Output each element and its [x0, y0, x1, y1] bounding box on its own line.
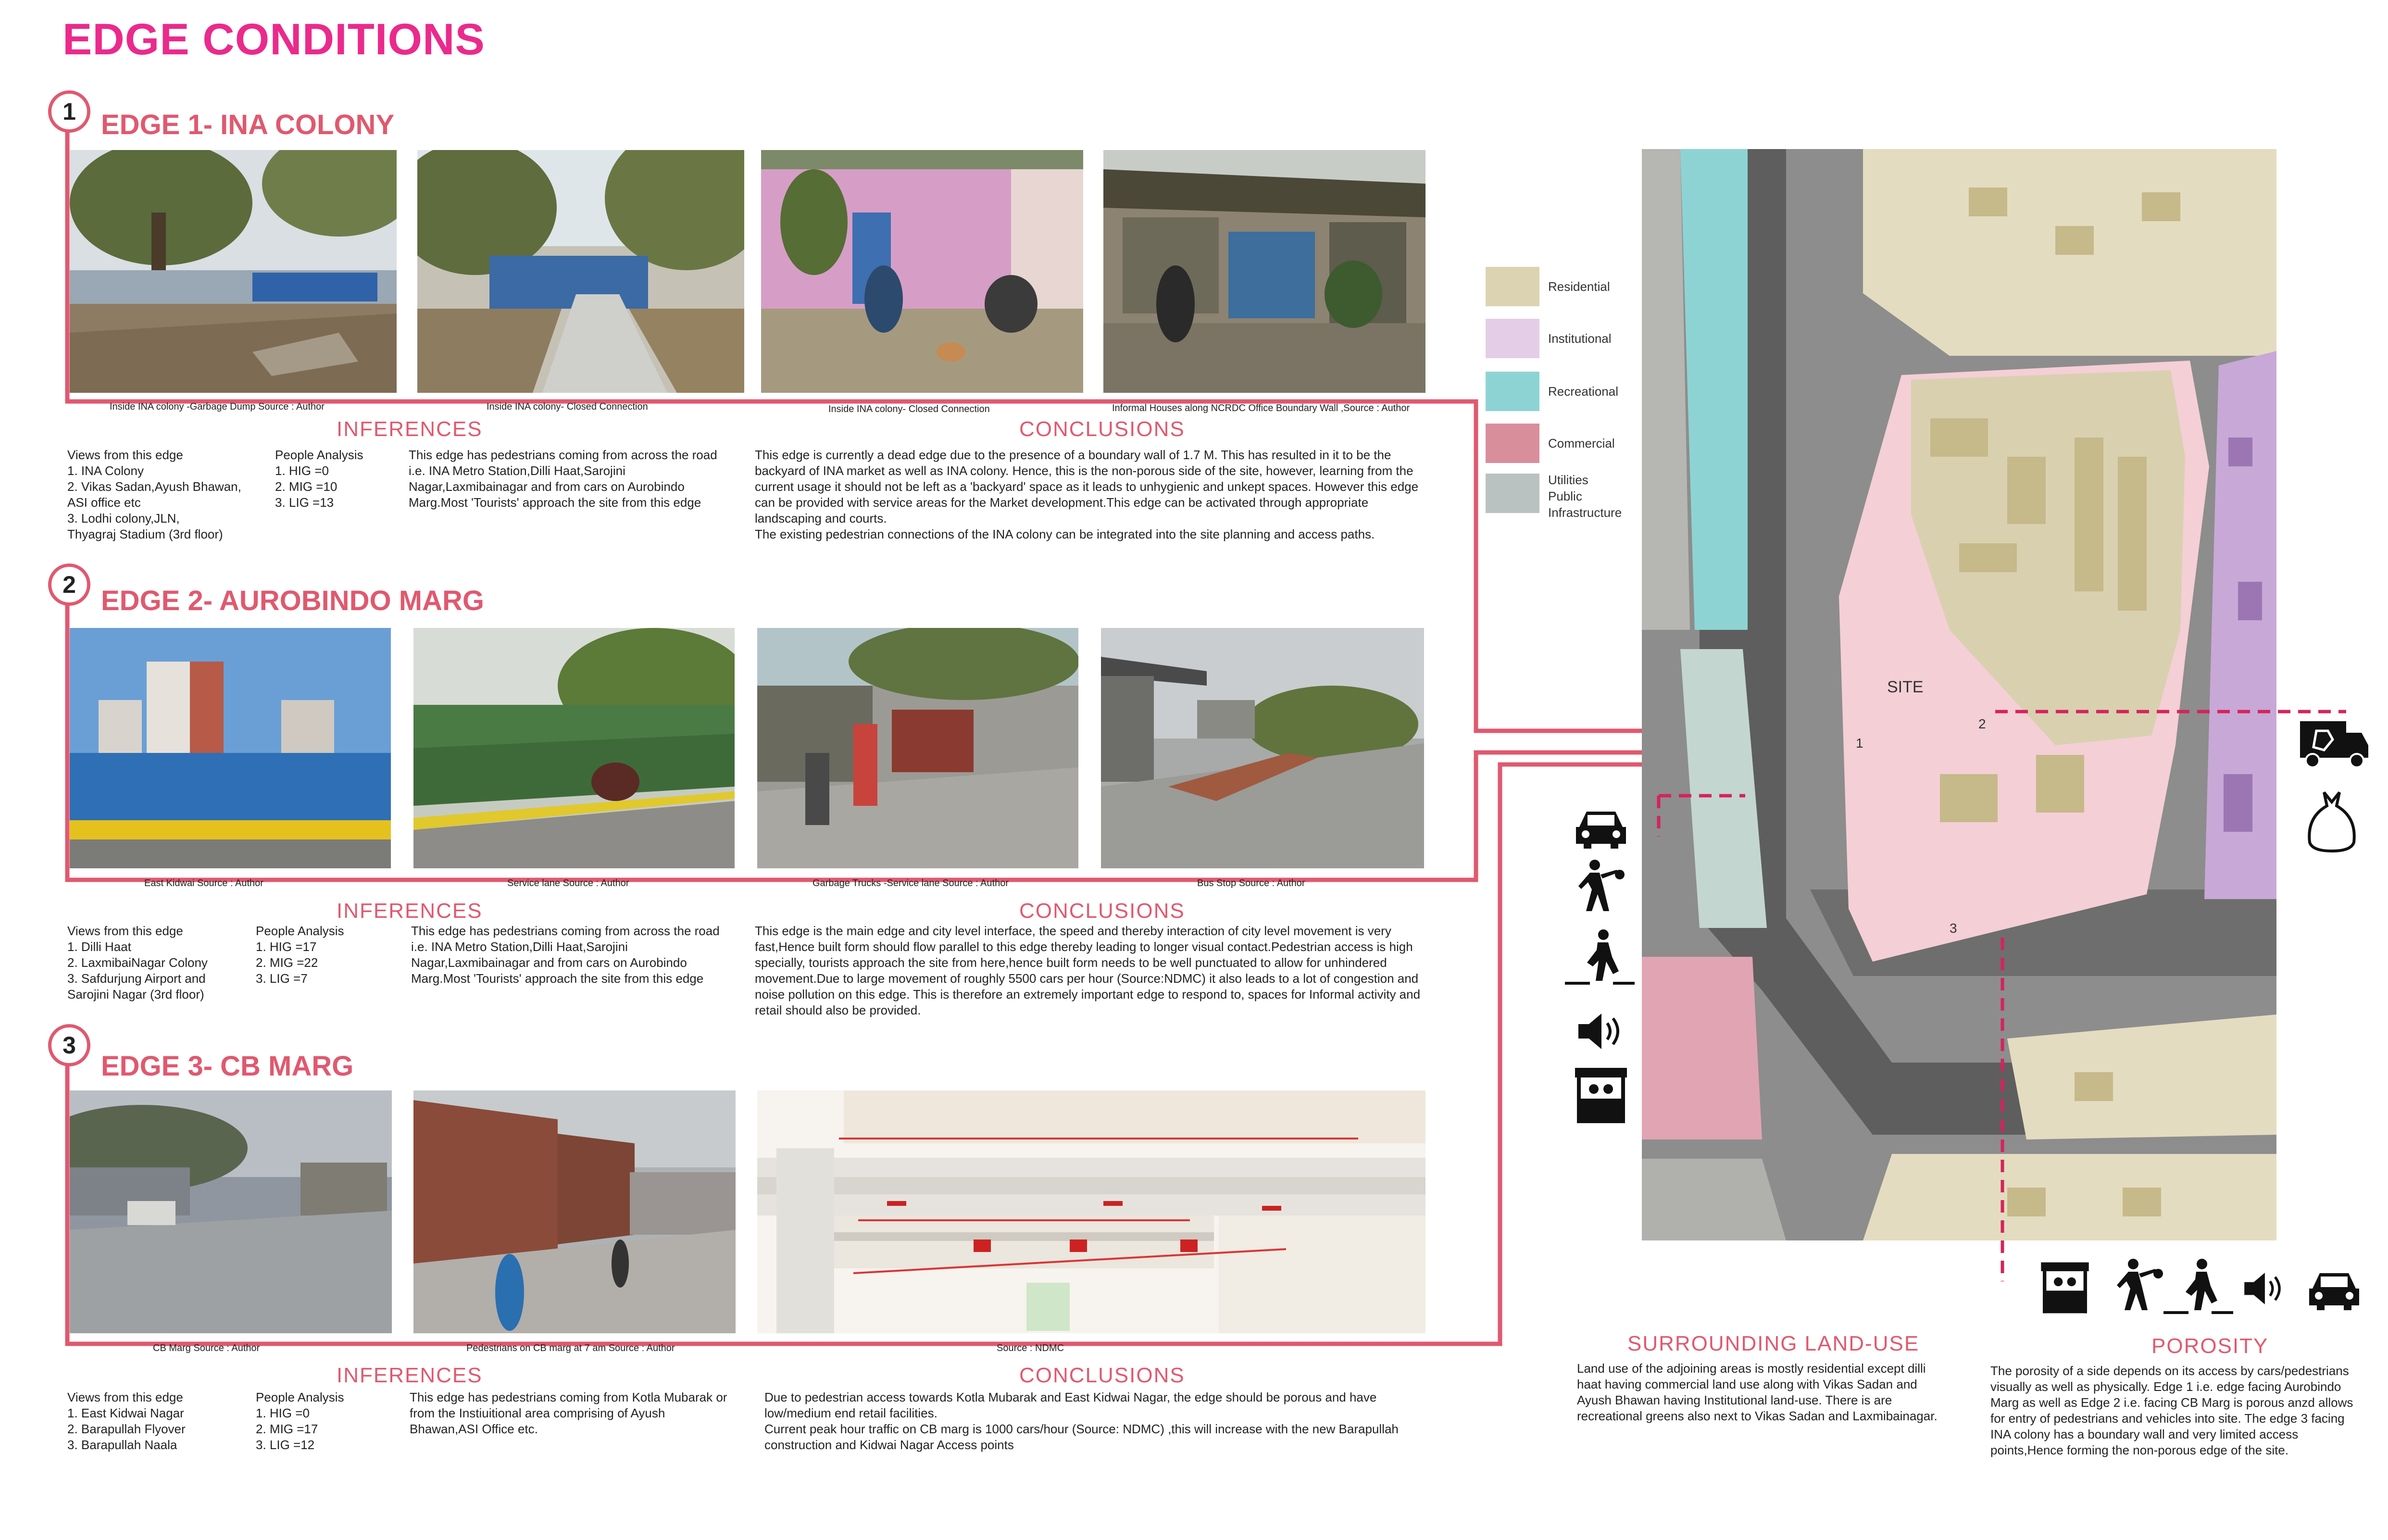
vendor-stall-icon: [2036, 1260, 2094, 1315]
edge-2-caption-1: East Kidwai Source : Author: [144, 878, 263, 889]
edge-2-caption-3: Garbage Trucks -Service lane Source : Author: [813, 878, 1009, 889]
edge-1-caption-1: Inside INA colony -Garbage Dump Source : Author: [110, 401, 325, 412]
edge-2-people-analysis: People Analysis 1. HIG =17 2. MIG =22 3. LIG =7: [256, 924, 344, 986]
edge-1-conclusions-heading: CONCLUSIONS: [1019, 417, 1185, 441]
edge-1-inferences-heading: INFERENCES: [337, 417, 483, 441]
car-icon: [1572, 803, 1630, 851]
vendor-stall-icon: [1572, 1065, 1630, 1125]
edge-2-caption-2: Service lane Source : Author: [507, 878, 629, 889]
garbage-bag-icon: [2303, 789, 2361, 853]
pedestrian-with-bag-icon: [1575, 858, 1627, 914]
pedestrian-crossing-icon: [2163, 1257, 2233, 1317]
edge-1-title: EDGE 1- INA COLONY: [101, 109, 395, 140]
edge-3-views-list: Views from this edge 1. East Kidwai Nagar 2. Barapullah Flyover 3. Barapullah Naala: [67, 1390, 186, 1452]
edge-3-number: 3: [48, 1024, 90, 1066]
pedestrian-with-bag-icon: [2113, 1257, 2166, 1313]
edge-3-caption-2: Pedestrians on CB marg at 7 am Source : Author: [466, 1343, 675, 1353]
garbage-truck-icon: [2298, 716, 2370, 769]
surrounding-land-use-text: Land use of the adjoining areas is mostly residential except dilli haat having commercial land use along with Vikas Sadan and Ayush Bhawan having Institutional land-use. There is are recreational greens also next to Vikas Sadan and Laxmibainagar.: [1577, 1361, 1938, 1423]
edge-2-conclusions-heading: CONCLUSIONS: [1019, 899, 1185, 923]
edge-3-caption-1: CB Marg Source : Author: [153, 1343, 260, 1353]
edge-1-number: 1: [48, 90, 90, 133]
pedestrian-crossing-icon: [1565, 928, 1635, 988]
edge-3-inferences-heading: INFERENCES: [337, 1364, 483, 1387]
surrounding-land-use-heading: SURROUNDING LAND-USE: [1627, 1332, 1920, 1355]
car-icon: [2305, 1265, 2363, 1313]
edge-2-caption-4: Bus Stop Source : Author: [1197, 878, 1305, 889]
porosity-heading: POROSITY: [2151, 1334, 2269, 1358]
edge-2-views-list: Views from this edge 1. Dilli Haat 2. LaxmibaiNagar Colony 3. Safdurjung Airport and Sarojini Nagar (3rd floor): [67, 924, 208, 1002]
noise-speaker-icon: [2240, 1269, 2288, 1308]
edge-2-inference-text: This edge has pedestrians coming from across the road i.e. INA Metro Station,Dilli Haat,Sarojini Nagar,Laxmibainagar and from cars on Aurobindo Marg.Most 'Tourists' approach the site from this edge: [411, 924, 720, 986]
porosity-text: The porosity of a side depends on its access by cars/pedestrians visually as well as physically. Edge 1 i.e. edge facing Aurobindo Marg as well as Edge 2 i.e. facing CB Marg is porous anzd allows for entry of pedestrians and vehicles into site. The edge 3 facing INA colony has a boundary wall and very limited access points,Hence forming the non-porous edge of the site.: [1990, 1364, 2353, 1457]
legend-label: Utilities Public Infrastructure: [1548, 473, 1622, 520]
edge-2-conclusions-text: This edge is the main edge and city level interface, the speed and thereby interaction of city level movement is very fast,Hence built form should flow parallel to this edge thereby leading to longer visual contact.Pedestrian access is high specially, tourists approach the site from here,hence built form needs to be well punctuated to allow for unhindered movement.Due to large movement of roughly 5500 cars per hour (Source:NDMC) it also leads to a lot of congestion and noise pollution on this edge. This is therefore an extremely important edge to respond to, spaces for Informal activity and retail should also be provided.: [755, 924, 1421, 1017]
edge-2-number: 2: [48, 563, 90, 606]
edge-1-inference-text: This edge has pedestrians coming from across the road i.e. INA Metro Station,Dilli Haat,Sarojini Nagar,Laxmibainagar and from cars on Aurobindo Marg.Most 'Tourists' approach the site from this edge: [409, 448, 717, 510]
legend-label: Commercial: [1548, 436, 1615, 451]
noise-speaker-icon: [1575, 1010, 1627, 1053]
edge-3-inference-text: This edge has pedestrians coming from Kotla Mubarak or from the Instiuitional area comprising of Ayush Bhawan,ASI Office etc.: [410, 1390, 727, 1436]
edge-3-title: EDGE 3- CB MARG: [101, 1051, 354, 1082]
legend-label: Institutional: [1548, 331, 1612, 346]
edge-2-inferences-heading: INFERENCES: [337, 899, 483, 923]
site-label: SITE: [1887, 678, 1924, 696]
edge-3-conclusions-heading: CONCLUSIONS: [1019, 1364, 1185, 1387]
legend-label: Recreational: [1548, 384, 1618, 399]
edge-1-caption-3: Inside INA colony- Closed Connection: [828, 404, 990, 414]
edge-3-caption-3: Source : NDMC: [997, 1343, 1064, 1353]
marker-1: 1: [1856, 736, 1863, 751]
edge-3-people-analysis: People Analysis 1. HIG =0 2. MIG =17 3. LIG =12: [256, 1390, 344, 1452]
edge-1-caption-2: Inside INA colony- Closed Connection: [487, 401, 648, 412]
page-title: EDGE CONDITIONS: [63, 15, 485, 64]
edge-1-conclusions-text: This edge is currently a dead edge due to the presence of a boundary wall of 1.7 M. This has resulted in it to be the backyard of INA market as well as INA colony. Hence, this is the non-porous side of the site, however, learning from the current usage it should not be left as a 'backyard' space as it leads to unhygienic and unkept spaces. However this edge can be provided with service areas for the Market development.This edge can be activated through appropriate landscaping and courts. The existing pedestrian connections of the INA colony can be integrated into the site planning and access paths.: [755, 448, 1419, 541]
edge-1-caption-4: Informal Houses along NCRDC Office Boundary Wall ,Source : Author: [1112, 403, 1410, 413]
marker-3: 3: [1950, 921, 1957, 936]
marker-2: 2: [1978, 716, 1986, 731]
edge-1-views-list: Views from this edge 1. INA Colony 2. Vikas Sadan,Ayush Bhawan, ASI office etc 3. Lodhi colony,JLN, Thyagraj Stadium (3rd floor): [67, 448, 241, 541]
edge-1-people-analysis: People Analysis 1. HIG =0 2. MIG =10 3. LIG =13: [275, 448, 363, 510]
edge-2-title: EDGE 2- AUROBINDO MARG: [101, 585, 484, 616]
edge-3-conclusions-text: Due to pedestrian access towards Kotla Mubarak and East Kidwai Nagar, the edge should be porous and have low/medium end retail facilities. Current peak hour traffic on CB marg is 1000 cars/hour (Source: NDMC) ,this will increase with the new Barapullah construction and Kidwai Nagar Access points: [764, 1390, 1399, 1452]
legend-label: Residential: [1548, 279, 1610, 294]
